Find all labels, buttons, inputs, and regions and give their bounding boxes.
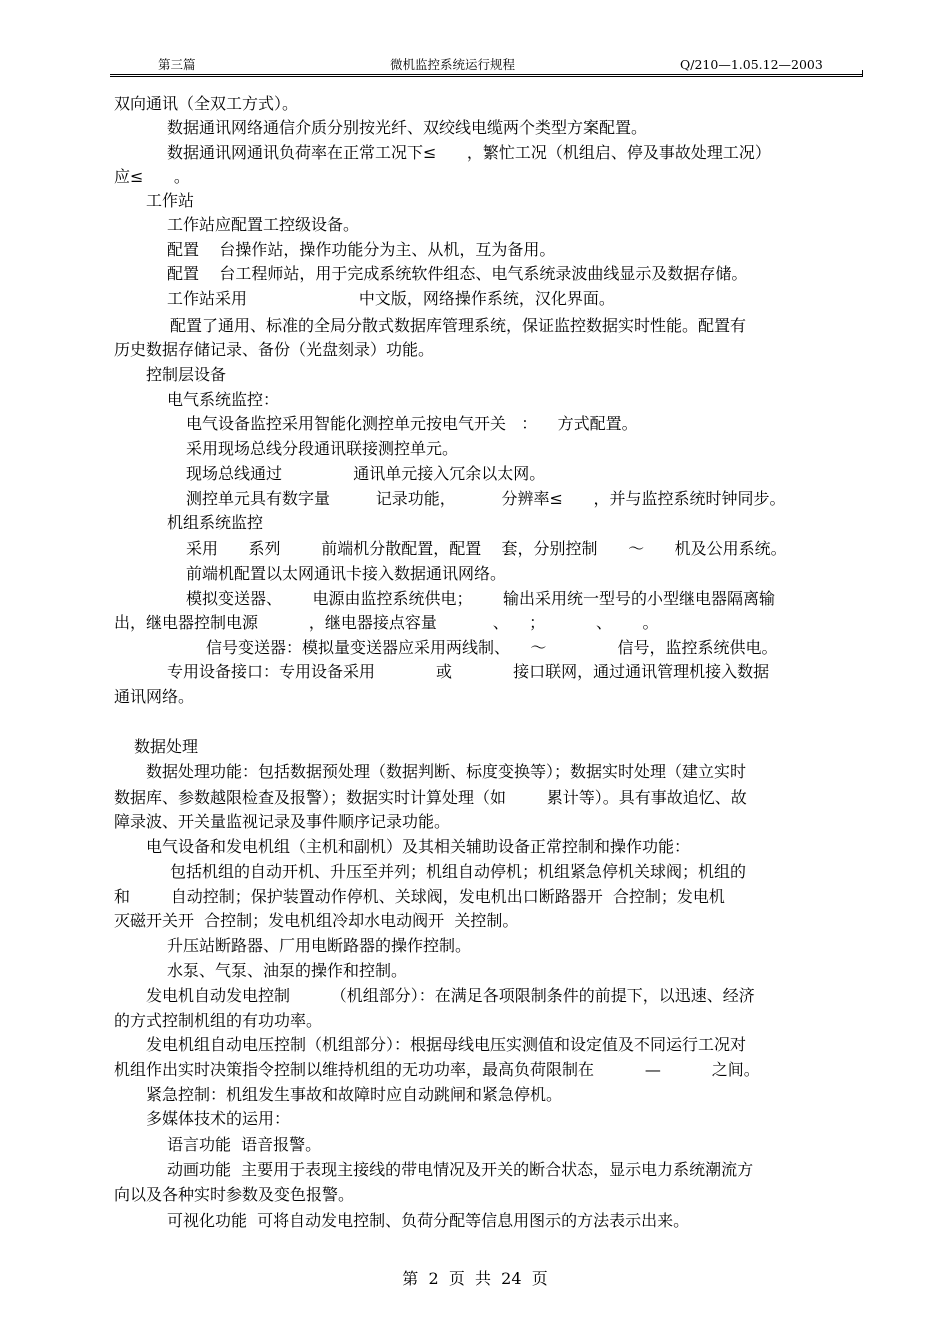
body-line: 灭磁开关开 合控制；发电机组冷却水电动阀开 关控制。 bbox=[114, 911, 519, 930]
section-heading: 工作站 bbox=[146, 191, 195, 210]
body-line: 动画功能 主要用于表现主接线的带电情况及开关的断合状态，显示电力系统潮流方 bbox=[167, 1160, 754, 1179]
body-line: 现场总线通过 通讯单元接入冗余以太网。 bbox=[186, 464, 546, 483]
body-line: 数据处理功能：包括数据预处理（数据判断、标度变换等）；数据实时处理（建立实时 bbox=[146, 762, 747, 781]
body-line: 机组作出实时决策指令控制以维持机组的无功功率，最高负荷限制在 — 之间。 bbox=[114, 1060, 760, 1079]
body-line: 发电机自动发电控制 （机组部分）：在满足各项限制条件的前提下，以迅速、经济 bbox=[146, 986, 755, 1005]
subsection-heading: 机组系统监控 bbox=[167, 513, 264, 532]
body-line: 工作站应配置工控级设备。 bbox=[167, 215, 360, 234]
body-line: 工作站采用 中文版，网络操作系统，汉化界面。 bbox=[167, 289, 615, 308]
header-part: 第三篇 bbox=[158, 57, 196, 72]
body-line: 电气设备监控采用智能化测控单元按电气开关 ： 方式配置。 bbox=[186, 414, 638, 433]
body-line: 可视化功能 可将自动发电控制、负荷分配等信息用图示的方法表示出来。 bbox=[167, 1211, 690, 1230]
body-line: 采用 系列 前端机分散配置，配置 套，分别控制 ～ 机及公用系统。 bbox=[186, 539, 787, 558]
body-line: 数据通讯网通讯负荷率在正常工况下≤ ，繁忙工况（机组启、停及事故处理工况） bbox=[167, 143, 771, 162]
body-line: 配置 台操作站，操作功能分为主、从机，互为备用。 bbox=[167, 240, 556, 259]
body-line: 紧急控制：机组发生事故和故障时应自动跳闸和紧急停机。 bbox=[146, 1085, 563, 1104]
header-rule bbox=[110, 74, 862, 75]
header-doc-number: Q/210—1.05.12—2003 bbox=[680, 57, 823, 72]
body-line: 双向通讯（全双工方式）。 bbox=[114, 94, 299, 113]
body-line: 升压站断路器、厂用电断路器的操作控制。 bbox=[167, 936, 472, 955]
body-line: 发电机组自动电压控制（机组部分）：根据母线电压实测值和设定值及不同运行工况对 bbox=[146, 1035, 747, 1054]
body-line: 数据库、参数越限检查及报警）；数据实时计算处理（如 累计等）。具有事故追忆、故 bbox=[114, 788, 747, 807]
body-line: 专用设备接口：专用设备采用 或 接口联网，通过通讯管理机接入数据 bbox=[167, 662, 770, 681]
body-line: 向以及各种实时参数及变色报警。 bbox=[114, 1185, 355, 1204]
body-line: 采用现场总线分段通讯联接测控单元。 bbox=[186, 439, 459, 458]
body-line: 模拟变送器、 电源由监控系统供电； 输出采用统一型号的小型继电器隔离输 bbox=[186, 589, 776, 608]
header-title: 微机监控系统运行规程 bbox=[390, 57, 516, 72]
body-line: 配置了通用、标准的全局分散式数据库管理系统，保证监控数据实时性能。配置有 bbox=[170, 316, 747, 335]
body-line: 的方式控制机组的有功功率。 bbox=[114, 1011, 323, 1030]
page-number: 第 2 页 共 24 页 bbox=[402, 1269, 548, 1288]
body-line: 出，继电器控制电源 ，继电器接点容量 、 ； 、 。 bbox=[114, 613, 659, 632]
body-line: 和 自动控制；保护装置动作停机、关球阀，发电机出口断路器开 合控制；发电机 bbox=[114, 887, 725, 906]
body-line: 语言功能 语音报警。 bbox=[167, 1135, 322, 1154]
body-line: 电气设备和发电机组（主机和副机）及其相关辅助设备正常控制和操作功能： bbox=[146, 837, 691, 856]
body-line: 历史数据存储记录、备份（光盘刻录）功能。 bbox=[114, 340, 435, 359]
body-line: 通讯网络。 bbox=[114, 687, 195, 706]
header-rule-thin bbox=[110, 76, 862, 77]
body-line: 应≤ 。 bbox=[114, 167, 190, 186]
section-heading: 控制层设备 bbox=[146, 365, 227, 384]
subsection-heading: 电气系统监控： bbox=[167, 390, 280, 409]
body-line: 信号变送器：模拟量变送器应采用两线制、 ～ 信号，监控系统供电。 bbox=[206, 638, 778, 657]
body-line: 配置 台工程师站，用于完成系统软件组态、电气系统录波曲线显示及数据存储。 bbox=[167, 264, 748, 283]
body-line: 测控单元具有数字量 记录功能， 分辨率≤ ，并与监控系统时钟同步。 bbox=[186, 489, 786, 508]
body-line: 水泵、气泵、油泵的操作和控制。 bbox=[167, 961, 408, 980]
header-rule-end bbox=[862, 70, 863, 77]
section-heading: 数据处理 bbox=[134, 737, 199, 756]
body-line: 障录波、开关量监视记录及事件顺序记录功能。 bbox=[114, 812, 451, 831]
body-line: 前端机配置以太网通讯卡接入数据通讯网络。 bbox=[186, 564, 507, 583]
body-line: 多媒体技术的运用： bbox=[146, 1109, 291, 1128]
body-line: 数据通讯网络通信介质分别按光纤、双绞线电缆两个类型方案配置。 bbox=[167, 118, 648, 137]
body-line: 包括机组的自动开机、升压至并列；机组自动停机；机组紧急停机关球阀；机组的 bbox=[170, 862, 747, 881]
